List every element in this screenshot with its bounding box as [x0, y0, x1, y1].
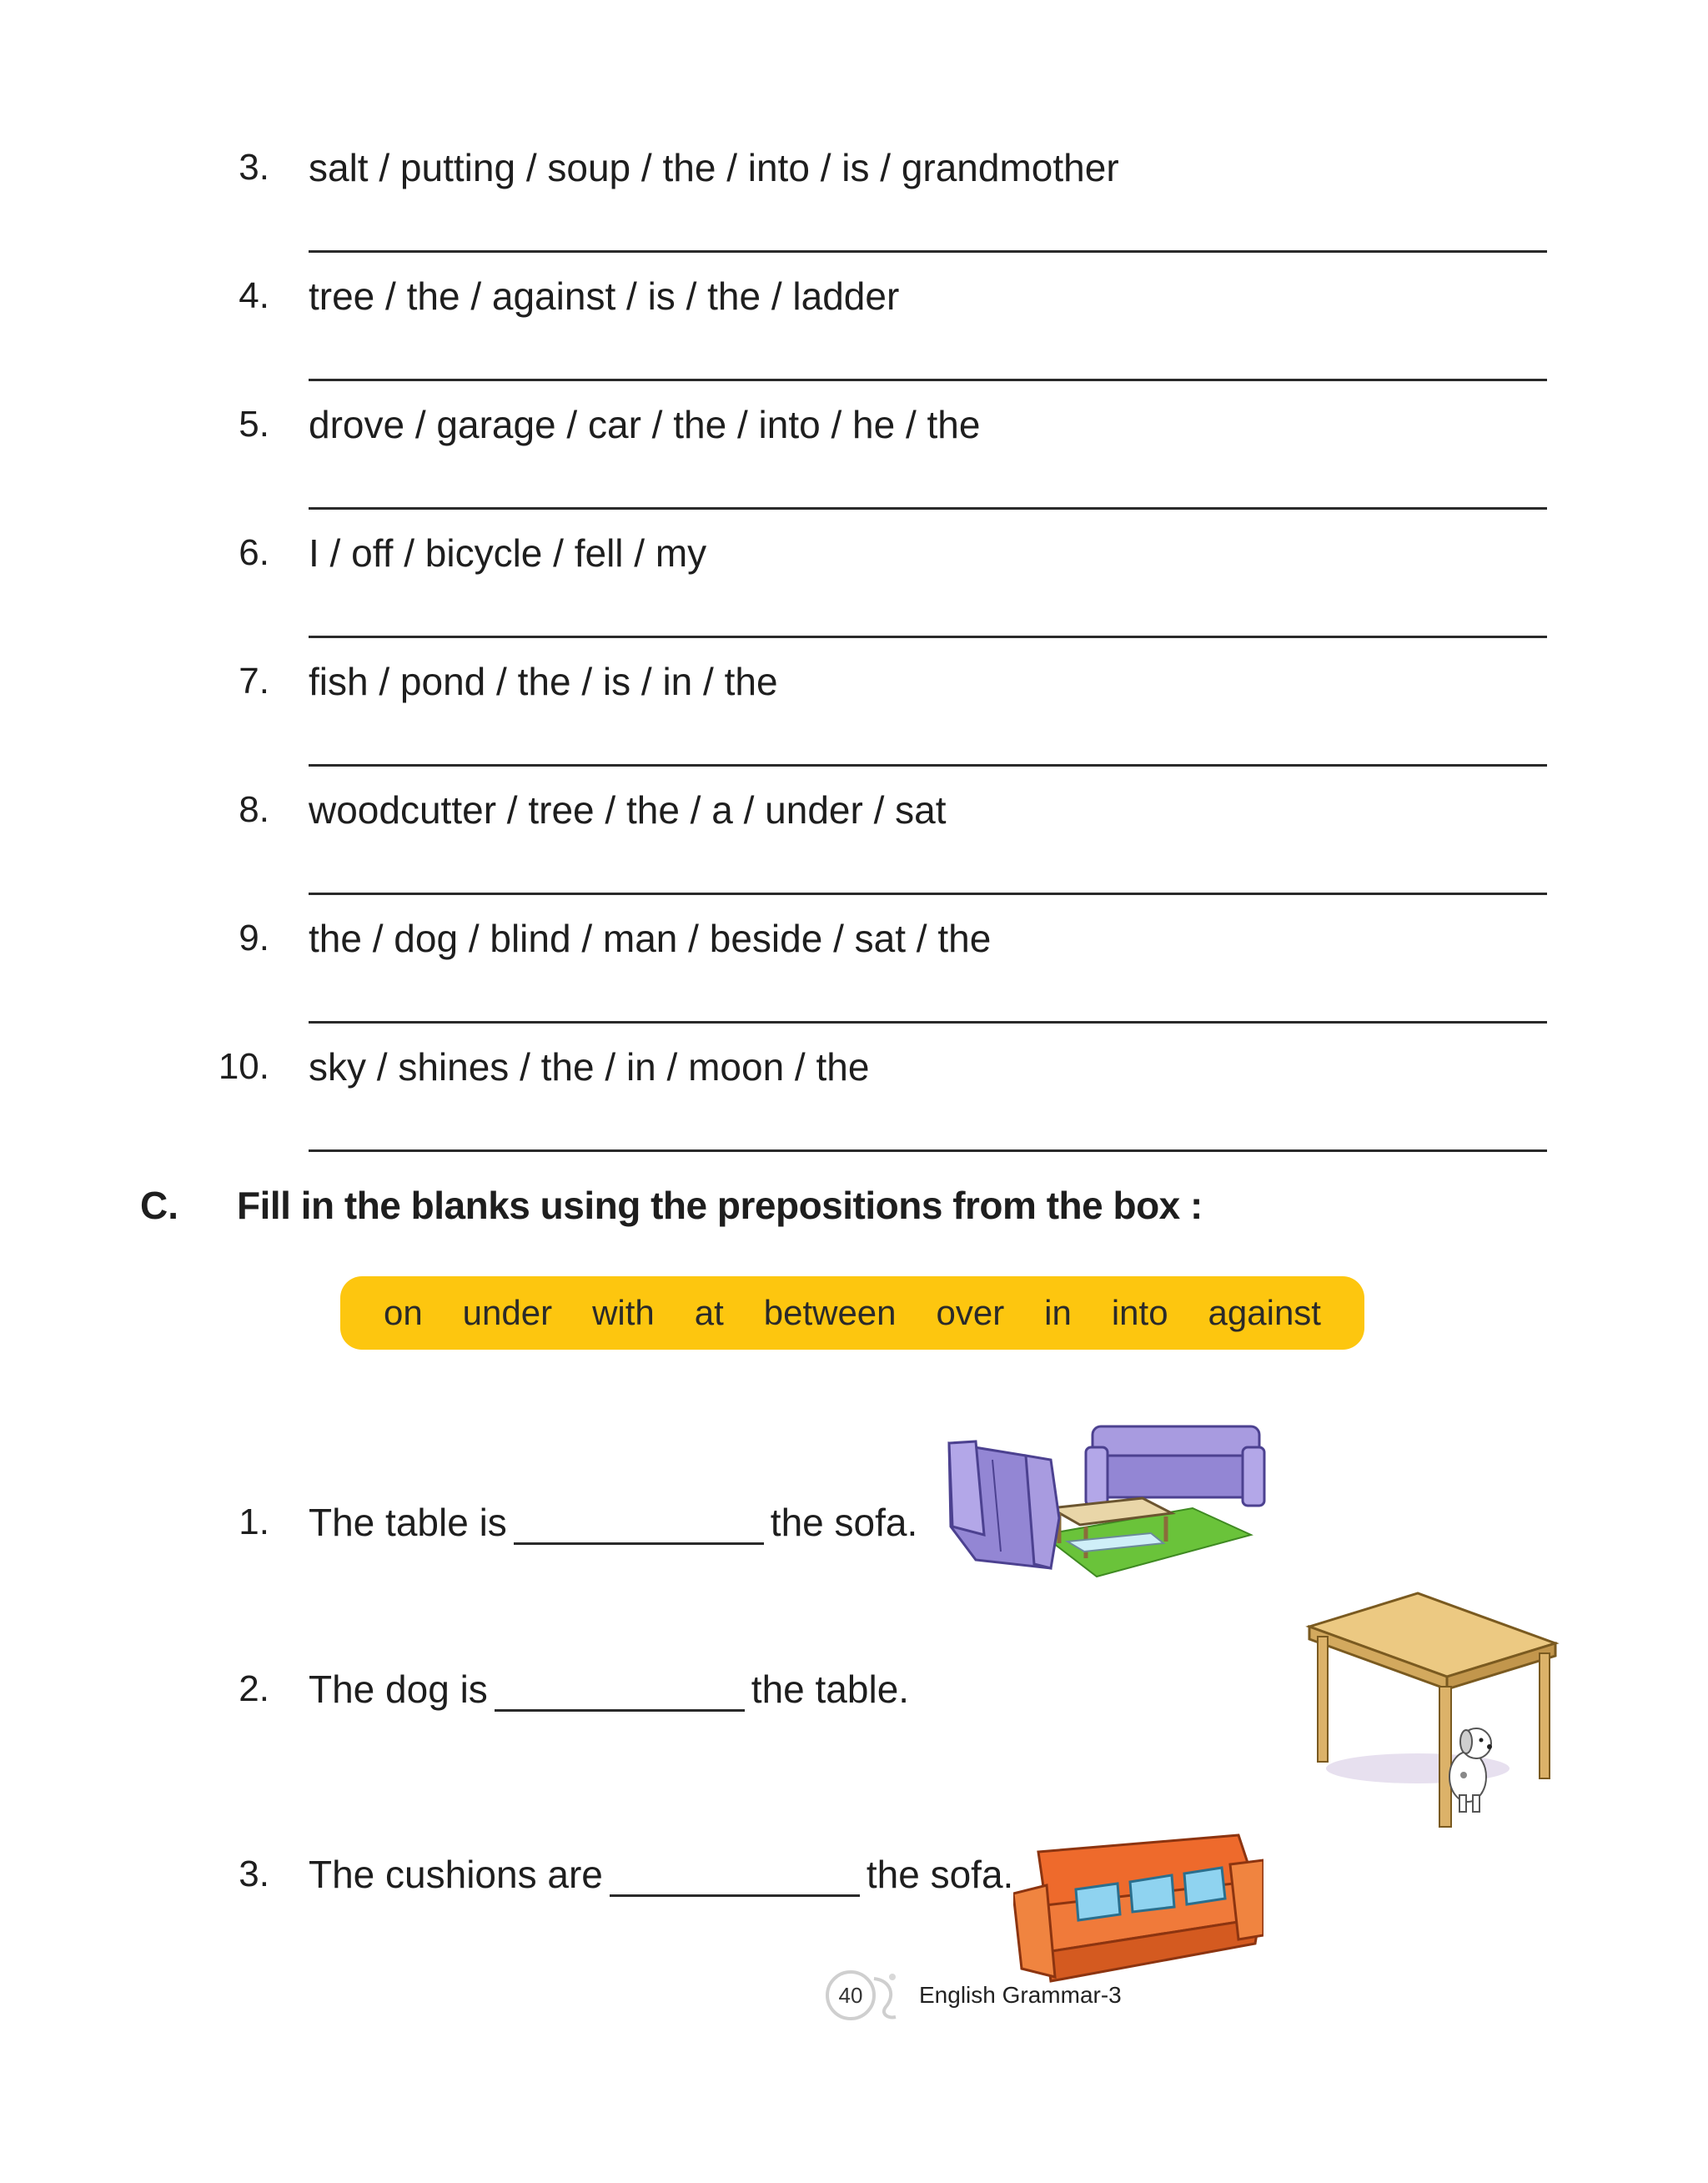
answer-line[interactable] — [309, 1021, 1547, 1024]
fill-in-question — [309, 1500, 917, 1545]
section-letter: C. — [140, 1184, 178, 1227]
question-text-after: the sofa. — [866, 1853, 1014, 1896]
preposition-word: in — [1044, 1293, 1072, 1332]
preposition-word: under — [462, 1293, 553, 1332]
item-number: 7. — [239, 661, 269, 702]
section-title: Fill in the blanks using the prepositions from the box : — [237, 1184, 1203, 1227]
question-text-after: the sofa. — [770, 1501, 918, 1544]
answer-line[interactable] — [309, 764, 1547, 767]
answer-line[interactable] — [309, 636, 1547, 638]
answer-line[interactable] — [309, 507, 1547, 510]
jumbled-words: tree / the / against / is / the / ladder — [309, 274, 900, 318]
answer-line[interactable] — [309, 379, 1547, 381]
jumbled-words: woodcutter / tree / the / a / under / sat — [309, 788, 947, 832]
item-number: 9. — [239, 918, 269, 958]
item-number: 8. — [239, 789, 269, 830]
answer-line[interactable] — [309, 250, 1547, 253]
preposition-word: into — [1111, 1293, 1168, 1332]
page-number: 40 — [826, 1970, 876, 2020]
question-text-before: The table is — [309, 1501, 507, 1544]
book-title: English Grammar-3 — [919, 1982, 1122, 2008]
question-text-after: the table. — [751, 1667, 910, 1711]
answer-line[interactable] — [309, 1149, 1547, 1152]
answer-blank[interactable] — [514, 1509, 764, 1545]
question-text-before: The cushions are — [309, 1853, 603, 1896]
living-room-illustration — [942, 1410, 1276, 1585]
jumbled-words: the / dog / blind / man / beside / sat / the — [309, 917, 992, 960]
jumbled-words: fish / pond / the / is / in / the — [309, 660, 778, 703]
preposition-word: at — [694, 1293, 724, 1332]
preposition-word: against — [1208, 1293, 1321, 1332]
item-number: 4. — [239, 275, 269, 316]
answer-line[interactable] — [309, 893, 1547, 895]
answer-blank[interactable] — [610, 1861, 860, 1897]
item-number: 6. — [239, 532, 269, 573]
fill-in-question — [309, 1667, 909, 1712]
jumbled-words: sky / shines / the / in / moon / the — [309, 1045, 870, 1089]
preposition-word: with — [592, 1293, 655, 1332]
question-text-before: The dog is — [309, 1667, 488, 1711]
preposition-word: between — [763, 1293, 897, 1332]
preposition-word: over — [936, 1293, 1005, 1332]
item-number: 3. — [239, 147, 269, 188]
swirl-decoration-icon — [871, 1970, 901, 2020]
preposition-word: on — [383, 1293, 423, 1332]
sofa-with-cushions-illustration — [1013, 1827, 1263, 1985]
fill-in-question — [309, 1852, 1013, 1897]
jumbled-words: salt / putting / soup / the / into / is / grandmother — [309, 146, 1119, 189]
question-number: 3. — [239, 1854, 269, 1894]
item-number: 10. — [218, 1046, 269, 1087]
answer-blank[interactable] — [495, 1676, 745, 1712]
jumbled-words: I / off / bicycle / fell / my — [309, 531, 707, 575]
item-number: 5. — [239, 404, 269, 445]
jumbled-words: drove / garage / car / the / into / he / the — [309, 403, 981, 446]
preposition-box — [340, 1276, 1364, 1350]
page-footer — [826, 1970, 1122, 2020]
dog-under-table-illustration — [1301, 1585, 1560, 1831]
question-number: 2. — [239, 1668, 269, 1709]
question-number: 1. — [239, 1501, 269, 1542]
